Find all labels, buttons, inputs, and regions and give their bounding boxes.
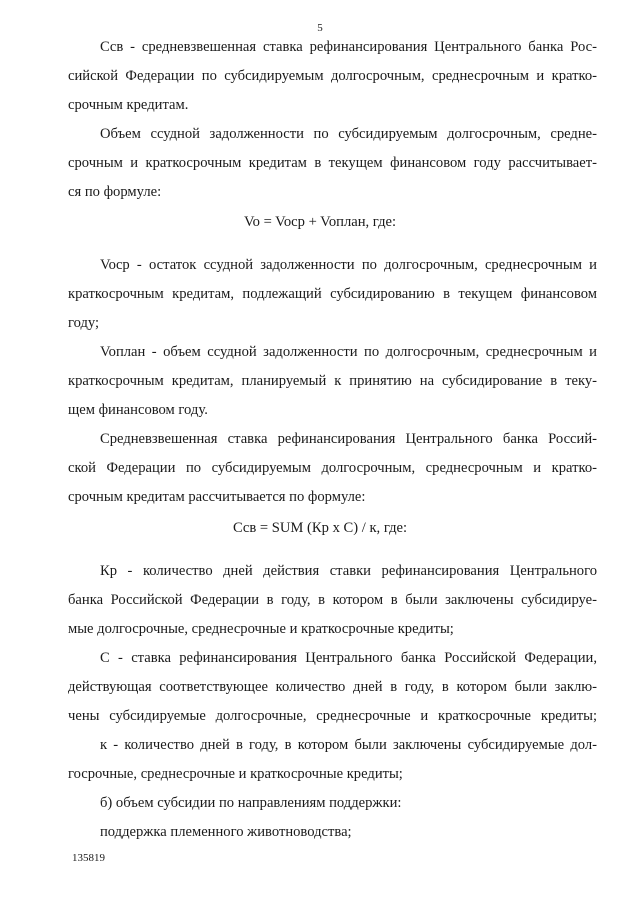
text-line: госрочные, среднесрочные и краткосрочные кредиты; xyxy=(68,766,403,782)
text-line: ской Федерации по субсидируемым долгосрочным, среднесрочным и кратко- xyxy=(68,460,597,476)
text-line: чены субсидируемые долгосрочные, среднесрочные и краткосрочные кредиты; xyxy=(68,708,597,724)
text-line: краткосрочным кредитам, подлежащий субсидированию в текущем финансовом xyxy=(68,286,597,302)
text-line: Объем ссудной задолженности по субсидируемым долгосрочным, средне- xyxy=(100,126,597,142)
text-line: году; xyxy=(68,315,100,331)
text-line: Кр - количество дней действия ставки рефинансирования Центрального xyxy=(100,563,597,579)
text-line: срочным и краткосрочным кредитам в текущем финансовом году рассчитывает- xyxy=(68,155,597,171)
text-line: краткосрочным кредитам, планируемый к принятию на субсидирование в теку- xyxy=(68,373,597,389)
text-line: Средневзвешенная ставка рефинансирования Центрального банка Россий- xyxy=(100,431,597,447)
formula: Vo = Vocp + Voплан, где: xyxy=(243,214,397,230)
text-line: Vocp - остаток ссудной задолженности по долгосрочным, среднесрочным и xyxy=(100,257,597,273)
text-line: Voплан - объем ссудной задолженности по долгосрочным, среднесрочным и xyxy=(100,344,597,360)
document-code: 135819 xyxy=(72,852,105,864)
text-line: Ссв - средневзвешенная ставка рефинансирования Центрального банка Рос- xyxy=(100,39,597,55)
text-line: поддержка племенного животноводства; xyxy=(100,824,352,840)
formula: Ссв = SUM (Кр х С) / к, где: xyxy=(232,520,408,536)
text-line: сийской Федерации по субсидируемым долгосрочным, среднесрочным и кратко- xyxy=(68,68,597,84)
text-line: к - количество дней в году, в котором были заключены субсидируемые дол- xyxy=(100,737,597,753)
text-line: действующая соответствующее количество дней в году, в котором были заклю- xyxy=(68,679,597,695)
text-line: ся по формуле: xyxy=(68,184,162,200)
text-line: мые долгосрочные, среднесрочные и краткосрочные кредиты; xyxy=(68,621,454,637)
page-number: 5 xyxy=(317,22,323,34)
text-line: С - ставка рефинансирования Центрального банка Российской Федерации, xyxy=(100,650,597,666)
text-line: срочным кредитам рассчитывается по формуле: xyxy=(68,489,366,505)
text-line: щем финансовом году. xyxy=(68,402,208,418)
text-line: срочным кредитам. xyxy=(68,97,189,113)
text-line: банка Российской Федерации в году, в котором в были заключены субсидируе- xyxy=(68,592,597,608)
text-line: б) объем субсидии по направлениям поддержки: xyxy=(100,795,402,811)
